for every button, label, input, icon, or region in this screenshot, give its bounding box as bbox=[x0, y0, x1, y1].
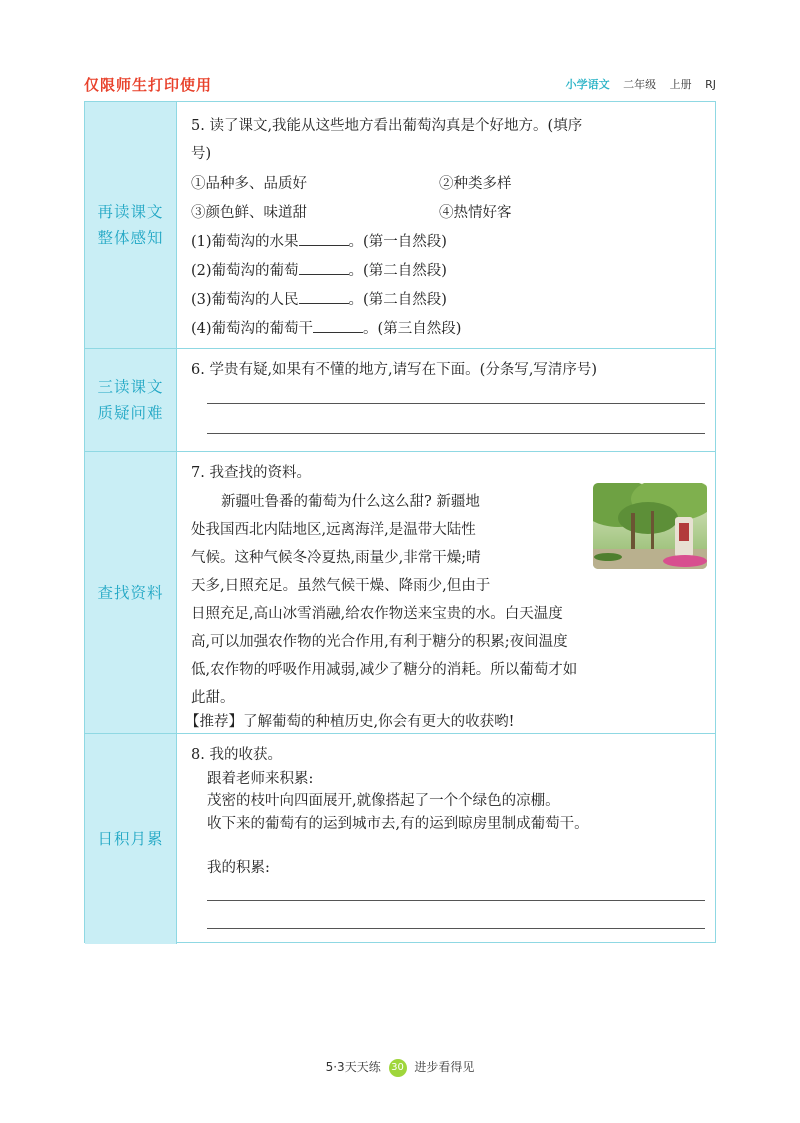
section-label: 日积月累 bbox=[85, 734, 177, 944]
writing-line[interactable] bbox=[207, 900, 705, 901]
grape-valley-photo bbox=[593, 483, 707, 569]
section-label: 查找资料 bbox=[85, 452, 177, 733]
edition-label: RJ bbox=[705, 78, 716, 91]
option-1: ①品种多、品质好 bbox=[191, 176, 307, 192]
recommendation: 【推荐】了解葡萄的种植历史,你会有更大的收获哟! bbox=[185, 714, 515, 730]
answer-blank[interactable] bbox=[299, 261, 349, 275]
option-4: ④热情好客 bbox=[439, 205, 512, 221]
accumulate-intro: 跟着老师来积累: bbox=[207, 771, 314, 787]
my-accumulate-label: 我的积累: bbox=[207, 860, 270, 876]
passage-line: 高,可以加强农作物的光合作用,有利于糖分的积累;夜间温度 bbox=[191, 634, 568, 650]
sub-question-1: (1)葡萄沟的水果 。(第一自然段) bbox=[191, 234, 447, 250]
option-3: ③颜色鲜、味道甜 bbox=[191, 205, 307, 221]
section-reread bbox=[85, 102, 715, 348]
exercise-table bbox=[84, 101, 716, 943]
volume-label: 上册 bbox=[669, 78, 692, 91]
section-research bbox=[85, 451, 715, 733]
question-8 bbox=[177, 734, 715, 944]
page-footer bbox=[0, 1058, 800, 1077]
q7-title: 7. 我查找的资料。 bbox=[191, 465, 311, 481]
section-accumulate bbox=[85, 733, 715, 944]
section-question bbox=[85, 348, 715, 451]
passage-line: 天多,日照充足。虽然气候干燥、降雨少,但由于 bbox=[191, 578, 491, 594]
example-sentence: 茂密的枝叶向四面展开,就像搭起了一个个绿色的凉棚。 bbox=[207, 793, 560, 809]
question-5 bbox=[177, 102, 715, 348]
question-6 bbox=[177, 349, 715, 451]
question-7 bbox=[177, 452, 715, 733]
q8-title: 8. 我的收获。 bbox=[191, 747, 282, 763]
footer-brand: 5·3天天练 bbox=[325, 1060, 381, 1074]
passage-line: 日照充足,高山冰雪消融,给农作物送来宝贵的水。白天温度 bbox=[191, 606, 563, 622]
grade-label: 二年级 bbox=[623, 78, 657, 91]
passage-line: 气候。这种气候冬冷夏热,雨量少,非常干燥;晴 bbox=[191, 550, 481, 566]
q5-title-cont: 号) bbox=[191, 146, 212, 162]
passage-line: 低,农作物的呼吸作用减弱,减少了糖分的消耗。所以葡萄才如 bbox=[191, 662, 578, 678]
sub-question-3: (3)葡萄沟的人民 。(第二自然段) bbox=[191, 292, 447, 308]
print-notice: 仅限师生打印使用 bbox=[84, 76, 213, 94]
q6-title: 6. 学贵有疑,如果有不懂的地方,请写在下面。(分条写,写清序号) bbox=[191, 362, 598, 378]
sub-question-4: (4)葡萄沟的葡萄干 。(第三自然段) bbox=[191, 321, 462, 337]
answer-blank[interactable] bbox=[299, 290, 349, 304]
answer-blank[interactable] bbox=[299, 232, 349, 246]
section-label: 再读课文 整体感知 bbox=[85, 102, 177, 348]
subject-label: 小学语文 bbox=[565, 78, 610, 91]
footer-slogan: 进步看得见 bbox=[414, 1060, 475, 1074]
option-2: ②种类多样 bbox=[439, 176, 512, 192]
passage-line: 新疆吐鲁番的葡萄为什么这么甜? 新疆地 bbox=[221, 494, 480, 510]
example-sentence: 收下来的葡萄有的运到城市去,有的运到晾房里制成葡萄干。 bbox=[207, 816, 589, 832]
page-number: 30 bbox=[389, 1059, 407, 1077]
writing-line[interactable] bbox=[207, 928, 705, 929]
writing-line[interactable] bbox=[207, 433, 705, 434]
q5-title: 5. 读了课文,我能从这些地方看出葡萄沟真是个好地方。(填序 bbox=[191, 118, 583, 134]
writing-line[interactable] bbox=[207, 403, 705, 404]
answer-blank[interactable] bbox=[313, 319, 363, 333]
passage-line: 此甜。 bbox=[191, 690, 235, 706]
book-info bbox=[556, 76, 716, 92]
passage-line: 处我国西北内陆地区,远离海洋,是温带大陆性 bbox=[191, 522, 476, 538]
section-label: 三读课文 质疑问难 bbox=[85, 349, 177, 451]
sub-question-2: (2)葡萄沟的葡萄 。(第二自然段) bbox=[191, 263, 447, 279]
